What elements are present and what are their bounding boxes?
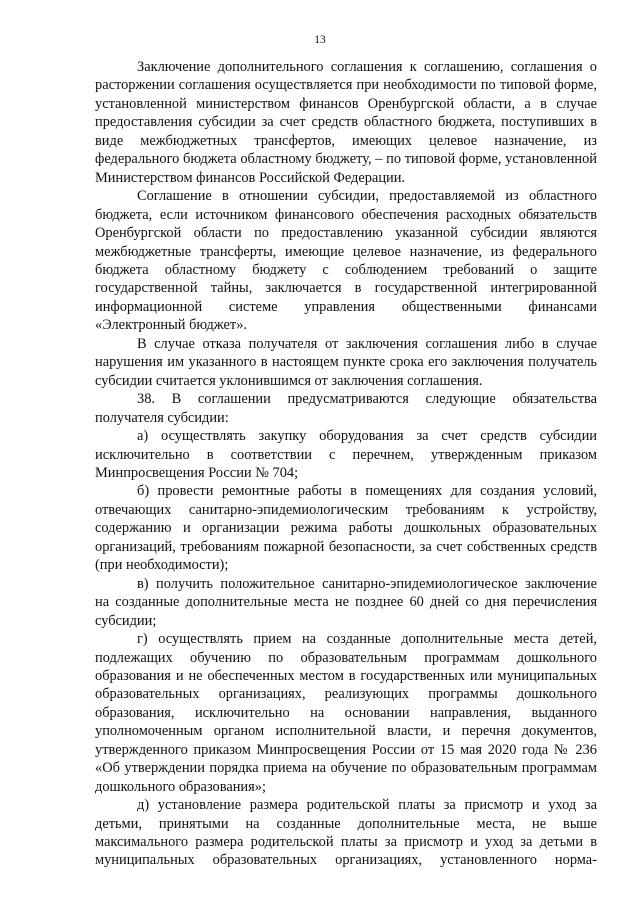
document-body — [95, 58, 597, 870]
paragraph-obligation-v: в) получить положительное санитарно-эпидемиологическое заключение на созданные дополнительные места не позднее 60 дней со дня перечисления субсидии; — [95, 575, 597, 629]
paragraph-obligation-b: б) провести ремонтные работы в помещениях для создания условий, отвечающих санитарно-эпидемиологическим требованиям к устройству, содержанию и организации режима работы дошкольных образовательных организаций, требованиям пожарной безопасности, за счет собственных средств (при необходимости); — [95, 483, 597, 574]
paragraph-supplementary-agreement: Заключение дополнительного соглашения к соглашению, соглашения о расторжении соглашения осуществляется при необходимости по типовой форме, установленной министерством финансов Оренбургской области, а в случае предоставления субсидии за счет средств областного бюджета, поступивших в виде межбюджетных трансфертов, имеющих целевое назначение, из федерального бюджета областному бюджету, – по типовой форме, установленной Министерством финансов Российской Федерации. — [95, 59, 597, 186]
paragraph-obligation-a: а) осуществлять закупку оборудования за счет средств субсидии исключительно в соответствии с перечнем, утвержденным приказом Минпросвещения России № 704; — [95, 428, 597, 481]
page-number: 13 — [314, 34, 326, 46]
paragraph-electronic-budget: Соглашение в отношении субсидии, предоставляемой из областного бюджета, если источником финансового обеспечения расходных обязательств Оренбургской области по предоставлению указанной субсидии являются межбюджетные трансферты, имеющие целевое назначение, из федерального бюджета областному бюджету с соблюдением требований о защите государственной тайны, заключается в государственной интегрированной информационной системе управления общественными финансами «Электронный бюджет». — [95, 188, 597, 334]
paragraph-obligation-g: г) осуществлять прием на созданные дополнительные места детей, подлежащих обучению по образовательным программам дошкольного образования и не обеспеченных местом в государственных или муниципальных образовательных организациях, реализующих программы дошкольного образования, исключительно на основании направления, выданного уполномоченным органом исполнительной власти, и перечня документов, утвержденного приказом Минпросвещения России от 15 мая 2020 года № 236 «Об утверждении порядка приема на обучение по образовательным программам дошкольного образования»; — [95, 631, 597, 795]
paragraph-item-38: 38. В соглашении предусматриваются следующие обязательства получателя субсидии: — [95, 391, 597, 426]
paragraph-refusal: В случае отказа получателя от заключения соглашения либо в случае нарушения им указанного в настоящем пункте срока его заключения получатель субсидии считается уклонившимся от заключения соглашения. — [95, 335, 597, 389]
paragraph-obligation-d: д) установление размера родительской платы за присмотр и уход за детьми, принятыми на созданные дополнительные места, не выше максимального размера родительской платы за присмотр и уход за детьми в муниципальных образовательных организациях, установленного норма- — [95, 797, 597, 869]
